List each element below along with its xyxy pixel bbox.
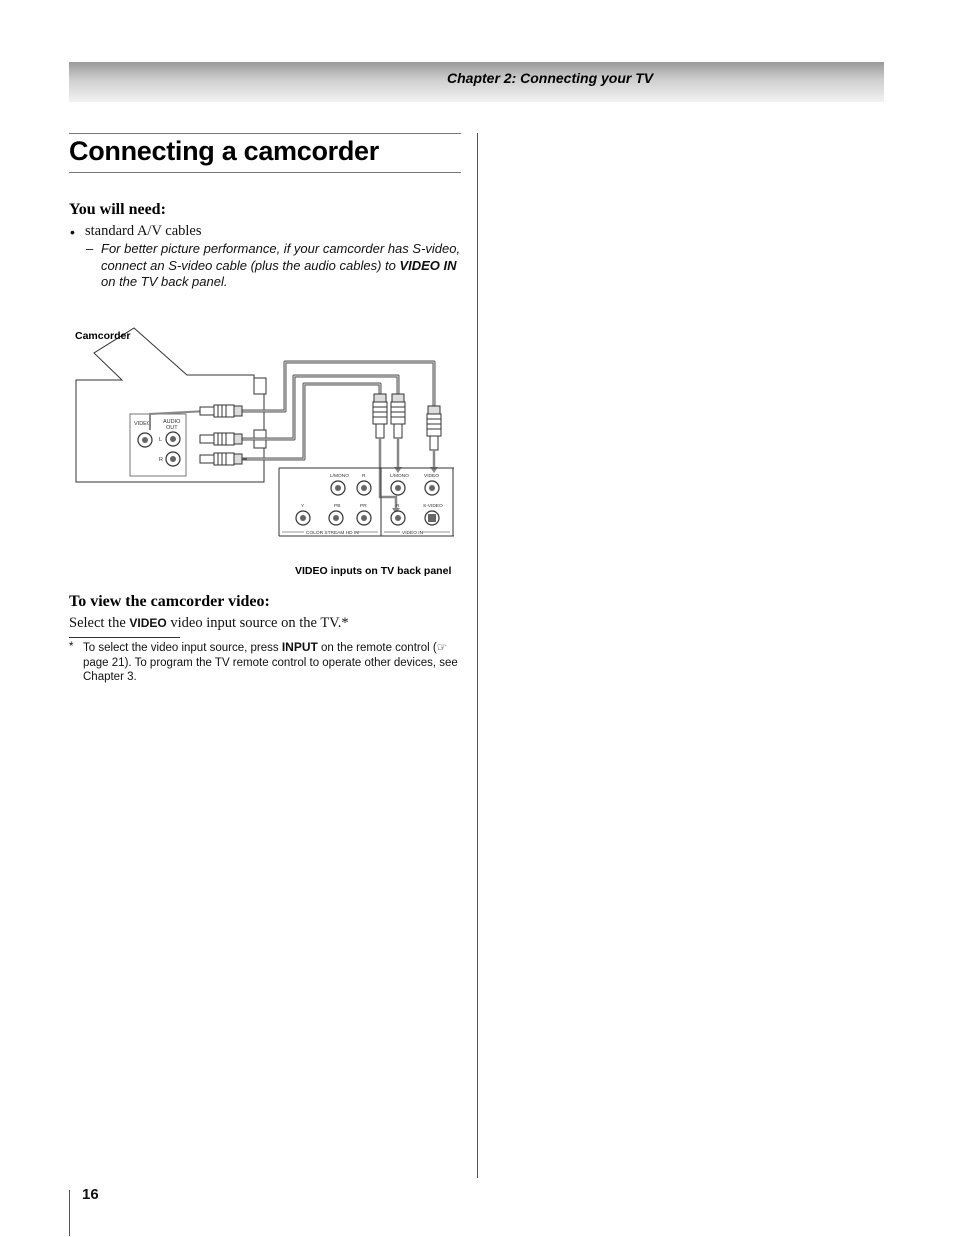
connection-diagram	[72, 322, 464, 584]
tv-plug-audio-l	[373, 394, 387, 438]
footnote	[83, 640, 468, 685]
tv-plug-video	[427, 406, 441, 450]
panel-group-right: VIDEO IN	[402, 531, 424, 536]
footnote-input-keyword: INPUT	[281, 640, 318, 654]
diagram-caption: VIDEO inputs on TV back panel	[295, 565, 452, 577]
view-heading: To view the camcorder video:	[69, 593, 270, 610]
page-reference-icon: ☞	[436, 642, 448, 654]
cam-video-label: VIDEO	[134, 421, 152, 427]
cam-audio-label: AUDIO	[163, 419, 181, 425]
footnote-line2: page 21). To program the TV remote control to operate other devices, see Chapter 3.	[83, 656, 458, 683]
column-divider	[477, 133, 478, 1178]
cam-plug-video	[200, 405, 242, 417]
view-instruction-end: video input source on the TV.*	[166, 615, 349, 631]
dash-icon: –	[86, 241, 94, 256]
page-number: 16	[82, 1186, 99, 1203]
panel-label-y: Y	[301, 504, 305, 509]
cam-plug-audio-l	[200, 433, 242, 445]
view-keyword: VIDEO	[129, 616, 167, 630]
chapter-title: Chapter 2: Connecting your TV	[447, 70, 654, 86]
cam-plug-audio-r	[200, 453, 242, 465]
camcorder-notch-top	[254, 378, 266, 394]
bullet-icon: •	[70, 224, 75, 240]
panel-label-svideo: S-VIDEO	[423, 504, 443, 509]
note-video-in: VIDEO IN	[399, 257, 457, 273]
cam-l-label: L	[159, 437, 163, 443]
panel-label-pb: PB	[334, 504, 341, 509]
panel-label-video: VIDEO	[424, 474, 439, 479]
you-will-need-heading: You will need:	[69, 201, 166, 218]
chapter-header	[69, 62, 884, 102]
cam-r-label: R	[159, 457, 163, 463]
panel-label-r-1: R	[362, 474, 366, 479]
panel-label-lmono-1: L/MONO	[330, 474, 349, 479]
footnote-star: *	[69, 641, 74, 653]
page-title: Connecting a camcorder	[69, 136, 379, 166]
title-rule-bottom	[69, 172, 461, 173]
need-item: standard A/V cables	[85, 223, 202, 239]
page-number-rule	[69, 1190, 70, 1236]
panel-label-pr: PR	[360, 504, 367, 509]
note-text-end: on the TV back panel.	[101, 274, 228, 289]
view-instruction-start: Select the	[69, 615, 130, 631]
panel-label-lmono-2: L/MONO	[390, 474, 409, 479]
camcorder-label: Camcorder	[75, 330, 131, 342]
panel-group-left: COLOR STREAM HD IN	[306, 531, 359, 536]
view-instruction	[69, 615, 349, 632]
cam-out-label: OUT	[166, 425, 178, 431]
tv-plug-audio-r	[391, 394, 405, 438]
footnote-line1-end: on the remote control (	[317, 642, 437, 654]
panel-label-r-2: R	[396, 504, 400, 509]
footnote-line1: To select the video input source, press	[83, 642, 282, 654]
arrow-audio-l	[380, 438, 396, 508]
title-rule-top	[69, 133, 461, 134]
footnote-rule	[69, 637, 180, 638]
note-text-start: For better picture performance, if your camcorder has S-video, connect an S-video cable (plus the audio cables) to	[101, 241, 461, 273]
svideo-note	[101, 241, 471, 291]
